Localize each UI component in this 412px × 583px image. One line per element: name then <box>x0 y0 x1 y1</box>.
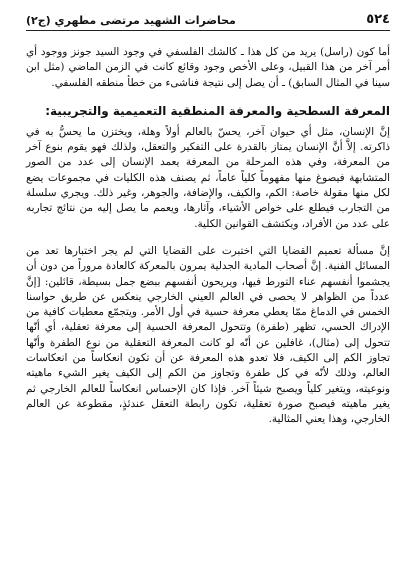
paragraph-generalization: إنَّ مسألة تعميم القضايا التي اختبرت على القضايا التي لم يجر اختبارها تعد من المسائل الفنية. إنَّ أصحاب المادية الجدلية يمرون بالمعركة كالعادة مروراً من دون أن يجشموا أنفسهم عناء التورط فيها، ويريحون أنفسهم ببضع جمل بسيطة، قائلين: [إنَّ عدداً من الظواهر لا يحصى في العالم العيني الخارجي ينعكس عن طريق حواسنا الخمس في الدماغ ممّا يعطي معرفة حسية في أول الأمر. ويتجمّع معطيات كافية من الإدراك الحسي، تظهر (طفرة) وتتحول المعرفة الحسية إلى معرفة تعقلية، أي أنّها تتحول إلى (مثال)، غافلين عن أنّه لو كانت المعرفة التعقلية من نوع الطفرة وأنّها تجاوز الكم إلى الكيف، فلا تعدو هذه المعرفة عن أن تكون انعكاساً من انعكاسات العالم، وذلك لأنّه في كل طفرة وتجاوز من الكم إلى الكيف يغير الشيء ماهيته ونوعيته، ويتغير كلياً ويصبح شيئاً آخر. فإذا كان الإحساس انعكاساً للعالم الخارجي ثم يغير ماهيته فيصبح صورة تعقلية، تكون رابطة التعقل عندئذٍ، مقطوعة عن العالم الخارجي، وهذا يعني المثالية. <box>26 244 390 426</box>
paragraph-russell: أما كون (راسل) يريد من كل هذا ـ كالشك الفلسفي في وجود السيد جونز ووجود أي أمر آخر من هذا القبيل، وعلى الأخص وجود وقائع كانت في الزمن الماضي (مثل ابن سينا في المثال السابق) ـ أن يصل إلى نتيجة فناشىء من خطأ منطقه الفلسفي. <box>26 46 390 89</box>
header-rule <box>26 30 390 31</box>
page-number: ٥٢٤ <box>366 12 390 27</box>
page-header <box>26 0 390 30</box>
paragraph-human-knowledge: إنَّ الإنسان، مثل أي حيوان آخر، يحسّ بالعالم أولاً وهلة، ويختزن ما يحسُّ به في ذاكرته. إلاَّ أنَّ الإنسان يمتاز بالقدرة على التفكير والتعقل، ولذلك فهو يقوم بنوع آخر من المعرفة، وفي هذه المرحلة من المعرفة يعمد الإنسان إلى عدد من الصور المتشابهة فيصوغ منها مفهوماً كلياً عاماً، ثم يصنف هذه الكليات في مجموعات يضع لكل منها مقولة خاصة: الكم، والكيف، والإضافة، والجوهر، وغير ذلك. ويجري سلسلة من التجارب فيطلع على خواص الأشياء، وآثارها، ويعمم ما يصل إليه من نتائج تجاربه على عدد من الأفراد، ويكتشف القوانين الكلية. <box>26 125 390 230</box>
running-title: محاضرات الشهيد مرتضى مطهري (ج٢) <box>26 14 236 27</box>
section-heading: المعرفة السطحية والمعرفة المنطقية التعميمية والتجريبية: <box>45 103 390 118</box>
